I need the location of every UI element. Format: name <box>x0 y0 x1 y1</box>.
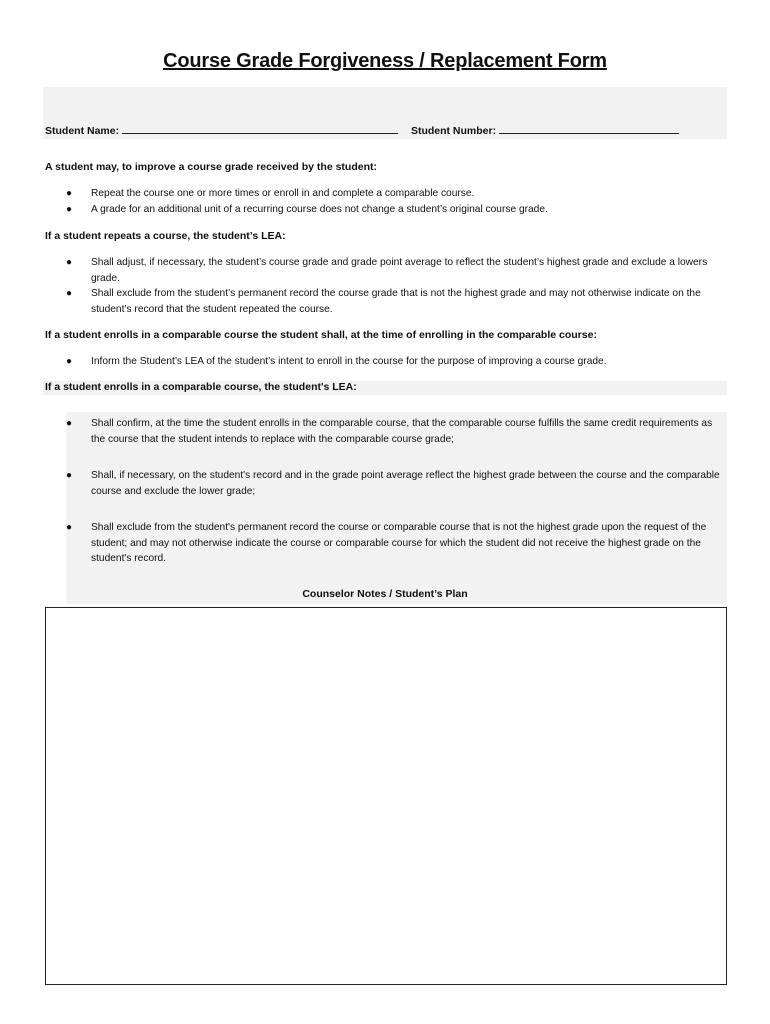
bullet-icon: ● <box>66 356 73 367</box>
section2-heading: If a student repeats a course, the student’s LEA: <box>45 230 286 242</box>
list-item: ● Inform the Student’s LEA of the student’s intent to enroll in the course for the purpose of improving a course grade. <box>66 354 726 370</box>
section4-list <box>66 416 726 588</box>
section3-heading: If a student enrolls in a comparable course the student shall, at the time of enrolling in the comparable course: <box>45 329 597 341</box>
counselor-notes-box[interactable] <box>45 607 727 985</box>
bullet-icon: ● <box>66 188 73 199</box>
bullet-icon: ● <box>66 470 73 481</box>
section1-heading: A student may, to improve a course grade received by the student: <box>45 161 378 173</box>
list-item: ● Shall adjust, if necessary, the student’s course grade and grade point average to reflect the student’s highest grade and exclude a lowers grade. <box>66 257 708 284</box>
bullet-icon: ● <box>66 257 73 268</box>
student-info-row <box>45 124 725 137</box>
list-item: ● A grade for an additional unit of a recurring course does not change a student’s original course grade. <box>66 202 726 218</box>
form-title: Course Grade Forgiveness / Replacement Form <box>163 50 607 72</box>
student-name-field[interactable] <box>122 124 398 134</box>
student-number-field[interactable] <box>499 124 679 134</box>
bullet-icon: ● <box>66 522 73 533</box>
section2-list <box>66 255 726 317</box>
bullet-icon: ● <box>66 288 73 299</box>
counselor-notes-heading: Counselor Notes / Student’s Plan <box>302 588 468 600</box>
student-name-label: Student Name: <box>45 125 120 137</box>
bullet-icon: ● <box>66 203 73 215</box>
section4-heading: If a student enrolls in a comparable course, the student's LEA: <box>45 381 357 393</box>
list-item: ● Shall confirm, at the time the student enrolls in the comparable course, that the comparable course fulfills the same credit requirements as the course that the student intends to replace with the comparable course grade; <box>66 418 713 445</box>
student-number-label: Student Number: <box>410 125 497 137</box>
bullet-icon: ● <box>66 418 73 429</box>
list-item: ● Shall exclude from the student’s permanent record the course grade that is not the highest grade and may not otherwise indicate on the student’s record that the student repeated the course. <box>66 288 701 315</box>
list-item: ● Repeat the course one or more times or enroll in and complete a comparable course. <box>66 186 726 202</box>
list-item: ● Shall exclude from the student's permanent record the course or comparable course that is not the highest grade upon the request of the student; and may not otherwise indicate the course or comparable course for which the student did not receive the highest grade on the student's record. <box>66 522 707 564</box>
section1-list <box>66 186 726 217</box>
section3-list <box>66 354 726 370</box>
list-item: ● Shall, if necessary, on the student's record and in the grade point average reflect the highest grade between the course and the comparable course and exclude the lower grade; <box>66 470 720 497</box>
